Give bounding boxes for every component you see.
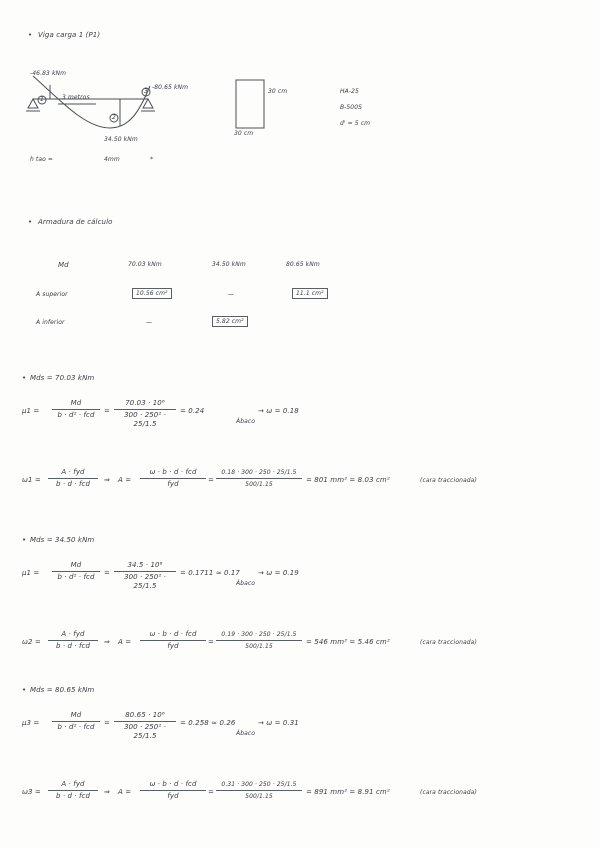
abaco-label: Ábaco xyxy=(236,418,256,425)
a-fraction-values: 0.31 · 300 · 250 · 25/1.5 500/1.15 xyxy=(216,780,302,801)
bullet: • xyxy=(28,218,33,226)
bullet: • xyxy=(22,374,27,382)
row-top-value-2: — xyxy=(228,291,235,298)
row-bottom-label: A inferior xyxy=(36,319,65,326)
w-fraction: A · fyd b · d · fcd xyxy=(48,780,98,801)
beam-title: Viga carga 1 (P1) xyxy=(38,31,101,39)
section-width: 30 cm xyxy=(234,130,254,137)
row-bottom-value-1: — xyxy=(146,319,153,326)
note: (cara traccionada) xyxy=(420,789,477,796)
implies-arrow: ⇒ xyxy=(104,788,110,796)
row-top-value-3: 11.1 cm² xyxy=(292,288,328,299)
w-fraction: A · fyd b · d · fcd xyxy=(48,630,98,651)
span-label: 3 metros xyxy=(62,94,90,101)
w-lhs: ω1 = xyxy=(22,476,41,484)
note: (cara traccionada) xyxy=(420,477,477,484)
mu-result: = 0.258 ≈ 0.26 xyxy=(180,719,236,727)
header-md: Md xyxy=(58,261,69,269)
node-2: 2 xyxy=(112,114,116,121)
a-fraction-values: 0.18 · 300 · 250 · 25/1.5 500/1.15 xyxy=(216,468,302,489)
material-1: HA-25 xyxy=(340,88,359,95)
moment-left-label: -46.83 kNm xyxy=(30,70,67,77)
moment-title: Mds = 80.65 kNm xyxy=(30,686,95,694)
mu-lhs: μ1 = xyxy=(22,407,40,415)
mu-fraction-values: 70.03 · 10⁶ 300 · 250² · 25/1.5 xyxy=(114,399,176,429)
moment-title: Mds = 34.50 kNm xyxy=(30,536,95,544)
w-fraction: A · fyd b · d · fcd xyxy=(48,468,98,489)
a-fraction-values: 0.19 · 300 · 250 · 25/1.5 500/1.15 xyxy=(216,630,302,651)
a-lhs: A = xyxy=(118,788,132,796)
omega-result: → ω = 0.18 xyxy=(258,407,299,415)
mu-lhs: μ3 = xyxy=(22,719,40,727)
note: (cara traccionada) xyxy=(420,639,477,646)
node-3: 3 xyxy=(144,88,148,95)
omega-result: → ω = 0.19 xyxy=(258,569,299,577)
abaco-label: Ábaco xyxy=(236,730,256,737)
col-value-2: 34.50 kNm xyxy=(212,261,246,268)
a-result: = 546 mm² = 5.46 cm² xyxy=(306,638,390,646)
a-lhs: A = xyxy=(118,476,132,484)
fixed-text: h tao = xyxy=(30,156,54,163)
mu-fraction-values: 80.65 · 10⁶ 300 · 250² · 25/1.5 xyxy=(114,711,176,741)
bullet: • xyxy=(28,31,33,39)
mu-lhs: μ1 = xyxy=(22,569,40,577)
mu-fraction-values: 34.5 · 10⁶ 300 · 250² · 25/1.5 xyxy=(114,561,176,591)
mu-fraction: Md b · d² · fcd xyxy=(52,711,100,732)
row-top-label: A superior xyxy=(36,291,68,298)
fixed-star: * xyxy=(150,156,154,163)
reinforcement-title: Armadura de cálculo xyxy=(38,218,113,226)
a-fraction: ω · b · d · fcd fyd xyxy=(140,780,206,801)
abaco-label: Ábaco xyxy=(236,580,256,587)
moment-title: Mds = 70.03 kNm xyxy=(30,374,95,382)
a-result: = 801 mm² = 8.03 cm² xyxy=(306,476,390,484)
fixed-value: 4mm xyxy=(104,156,120,163)
bullet: • xyxy=(22,686,27,694)
section-height: 30 cm xyxy=(268,88,288,95)
mu-fraction: Md b · d² · fcd xyxy=(52,561,100,582)
mu-fraction: Md b · d² · fcd xyxy=(52,399,100,420)
mu-result: = 0.24 xyxy=(180,407,205,415)
row-top-value-1: 10.56 cm² xyxy=(132,288,172,299)
a-result: = 891 mm² = 8.91 cm² xyxy=(306,788,390,796)
bullet: • xyxy=(22,536,27,544)
node-1: 1 xyxy=(40,96,44,103)
a-lhs: A = xyxy=(118,638,132,646)
a-fraction: ω · b · d · fcd fyd xyxy=(140,468,206,489)
col-value-3: 80.65 kNm xyxy=(286,261,320,268)
mu-result: = 0.1711 ≈ 0.17 xyxy=(180,569,240,577)
w-lhs: ω2 = xyxy=(22,638,41,646)
a-fraction: ω · b · d · fcd fyd xyxy=(140,630,206,651)
row-bottom-value-2: 5.82 cm² xyxy=(212,316,248,327)
moment-right-label: -80.65 kNm xyxy=(152,84,189,91)
moment-mid-label: 34.50 kNm xyxy=(104,136,138,143)
material-2: B-500S xyxy=(340,104,363,111)
col-value-1: 70.03 kNm xyxy=(128,261,162,268)
implies-arrow: ⇒ xyxy=(104,476,110,484)
implies-arrow: ⇒ xyxy=(104,638,110,646)
omega-result: → ω = 0.31 xyxy=(258,719,299,727)
w-lhs: ω3 = xyxy=(22,788,41,796)
cover: d' = 5 cm xyxy=(340,120,371,127)
